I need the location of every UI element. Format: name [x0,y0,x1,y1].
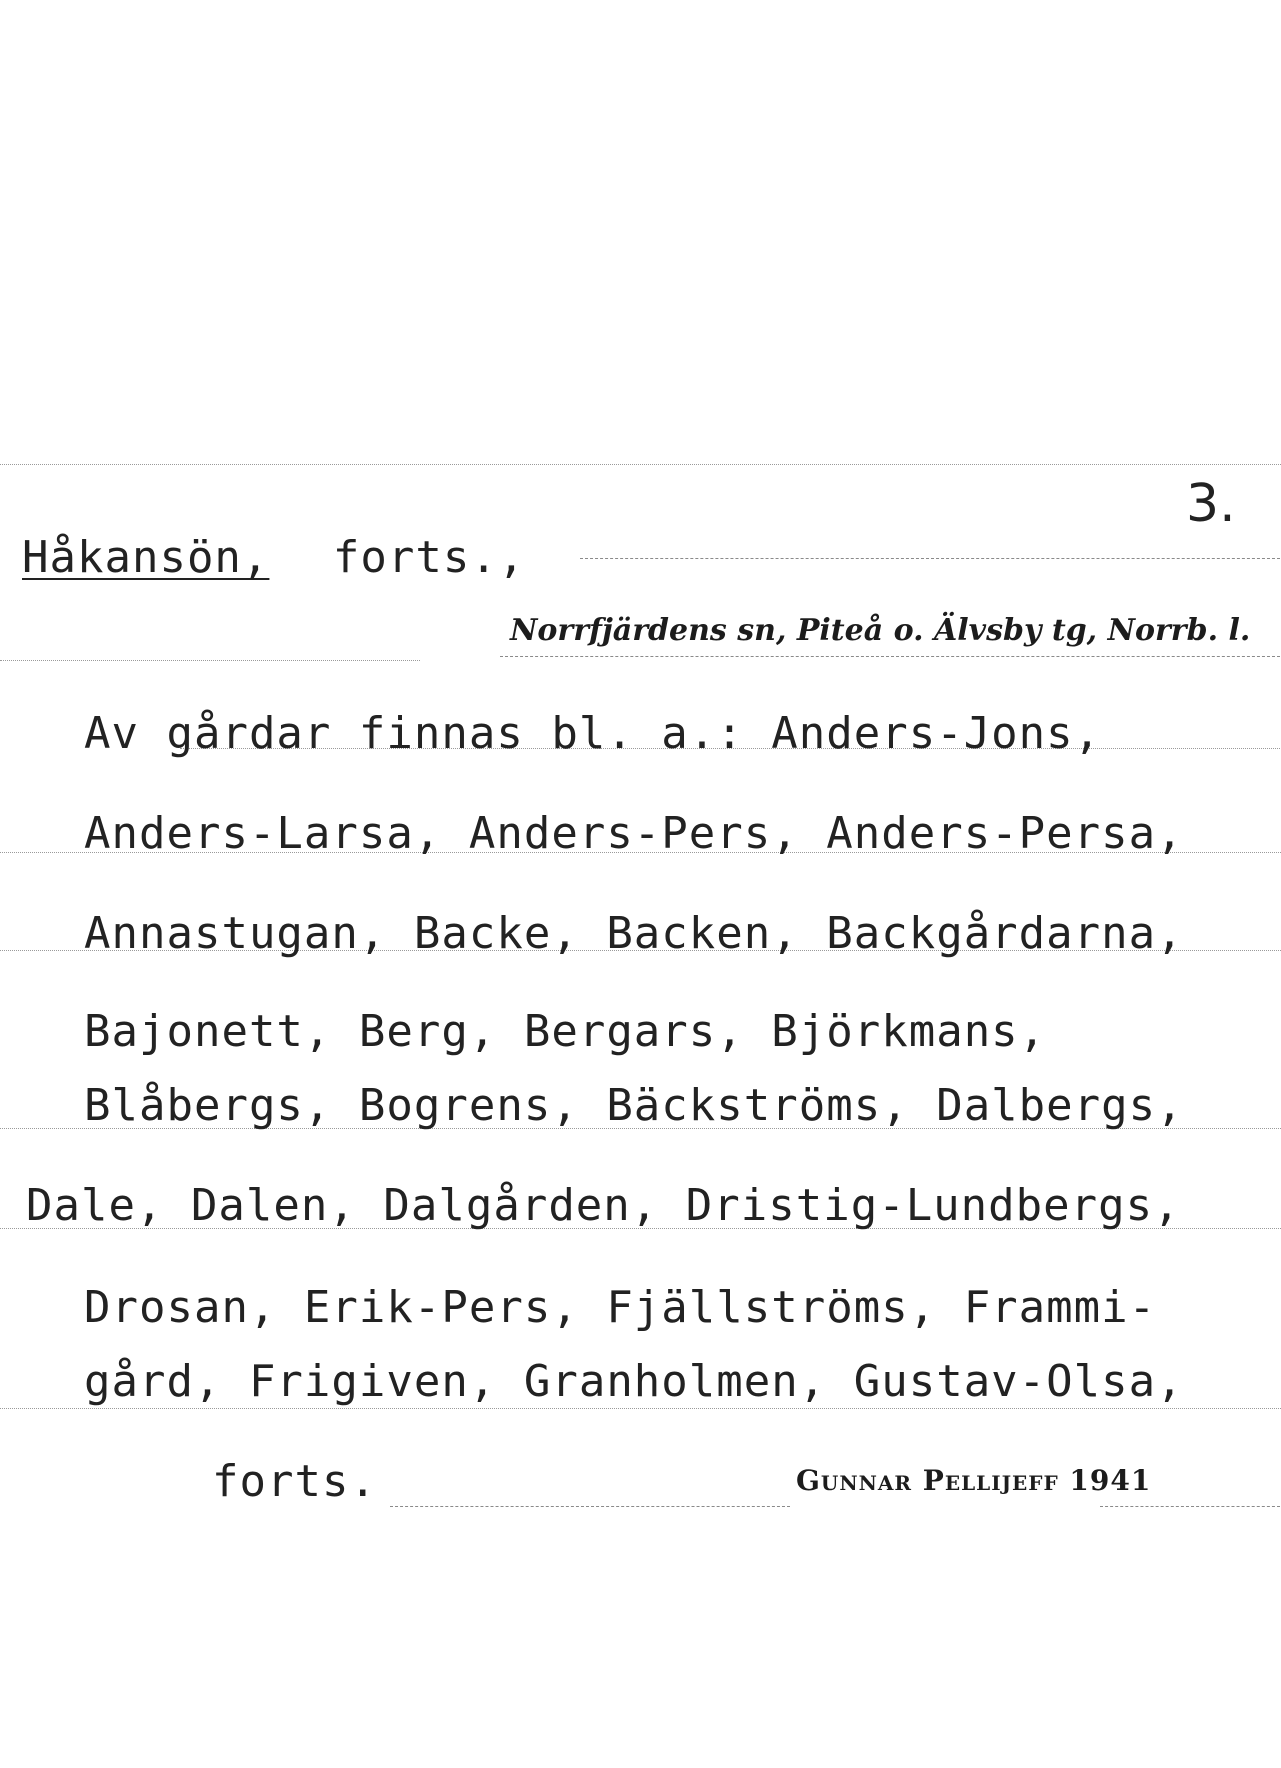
guide-line [500,656,1280,657]
body-line: Drosan, Erik-Pers, Fjällströms, Frammi- [84,1282,1157,1333]
guide-line [0,464,1281,465]
signature: Gunnar Pellijeff 1941 [796,1464,1152,1497]
heading [22,532,526,583]
body-line: Blåbergs, Bogrens, Bäckströms, Dalbergs, [84,1080,1184,1131]
continuation-note: forts. [212,1456,377,1507]
heading-suffix: forts., [332,532,526,583]
heading-name: Håkansön, [22,532,270,583]
guide-line [0,1408,1281,1409]
guide-line [0,660,420,661]
body-line: Av gårdar finnas bl. a.: Anders-Jons, [84,708,1102,759]
body-line: Annastugan, Backe, Backen, Backgårdarna, [84,908,1184,959]
body-line: Anders-Larsa, Anders-Pers, Anders-Persa, [84,808,1184,859]
guide-line [580,558,1280,559]
body-line: Dale, Dalen, Dalgården, Dristig-Lundbergs, [26,1180,1181,1231]
body-line: Bajonett, Berg, Bergars, Björkmans, [84,1006,1047,1057]
guide-line [390,1506,790,1507]
body-line: gård, Frigiven, Granholmen, Gustav-Olsa, [84,1356,1184,1407]
page-number: 3. [1186,474,1236,534]
guide-line [1100,1506,1280,1507]
location-line: Norrfjärdens sn, Piteå o. Älvsby tg, Norrb. l. [510,613,1251,648]
